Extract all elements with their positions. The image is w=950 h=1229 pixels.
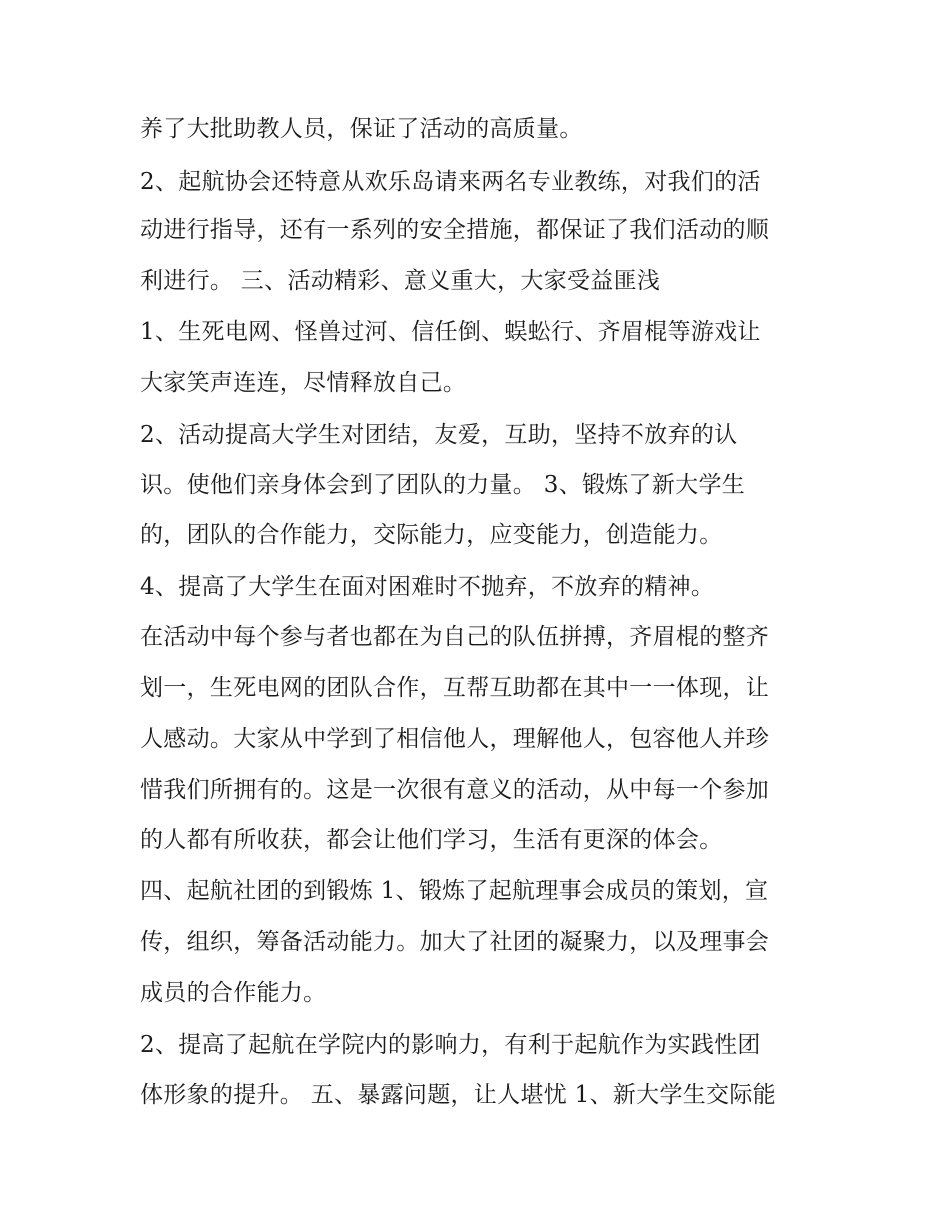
text-line-1: 养了大批助教人员，保证了活动的高质量。 xyxy=(140,116,583,142)
text-line-15: 的人都有所收获，都会让他们学习，生活有更深的体会。 xyxy=(140,827,723,853)
text-line-4: 利进行。 三、活动精彩、意义重大，大家受益匪浅 xyxy=(140,268,661,294)
text-line-11: 在活动中每个参与者也都在为自己的队伍拼搏，齐眉棍的整齐 xyxy=(140,624,770,650)
text-line-16: 四、起航社团的到锻炼 1、锻炼了起航理事会成员的策划，宣 xyxy=(140,878,769,904)
text-line-10: 4、提高了大学生在面对困难时不抛弃，不放弃的精神。 xyxy=(140,574,715,600)
text-line-12: 划一，生死电网的团队合作，互帮互助都在其中一一体现，让 xyxy=(140,675,770,701)
text-line-6: 大家笑声连连，尽情释放自己。 xyxy=(140,370,467,396)
text-line-8: 识。使他们亲身体会到了团队的力量。 3、锻炼了新大学生 xyxy=(140,472,746,498)
text-line-13: 人感动。大家从中学到了相信他人，理解他人，包容他人并珍 xyxy=(140,726,770,752)
text-line-2: 2、起航协会还特意从欢乐岛请来两名专业教练，对我们的活 xyxy=(140,169,761,195)
text-line-9: 的，团队的合作能力，交际能力，应变能力，创造能力。 xyxy=(140,522,723,548)
text-line-14: 惜我们所拥有的。这是一次很有意义的活动，从中每一个参加 xyxy=(140,777,770,803)
text-line-3: 动进行指导，还有一系列的安全措施，都保证了我们活动的顺 xyxy=(140,217,770,243)
text-line-5: 1、生死电网、怪兽过河、信任倒、蜈蚣行、齐眉棍等游戏让 xyxy=(140,319,761,345)
text-line-17: 传，组织，筹备活动能力。加大了社团的凝聚力，以及理事会 xyxy=(140,929,770,955)
text-line-19: 2、提高了起航在学院内的影响力，有利于起航作为实践性团 xyxy=(140,1032,761,1058)
text-line-7: 2、活动提高大学生对团结，友爱，互助，坚持不放弃的认 xyxy=(140,422,738,448)
text-line-18: 成员的合作能力。 xyxy=(140,980,327,1006)
text-line-20: 体形象的提升。 五、暴露问题，让人堪忧 1、新大学生交际能 xyxy=(140,1082,776,1108)
